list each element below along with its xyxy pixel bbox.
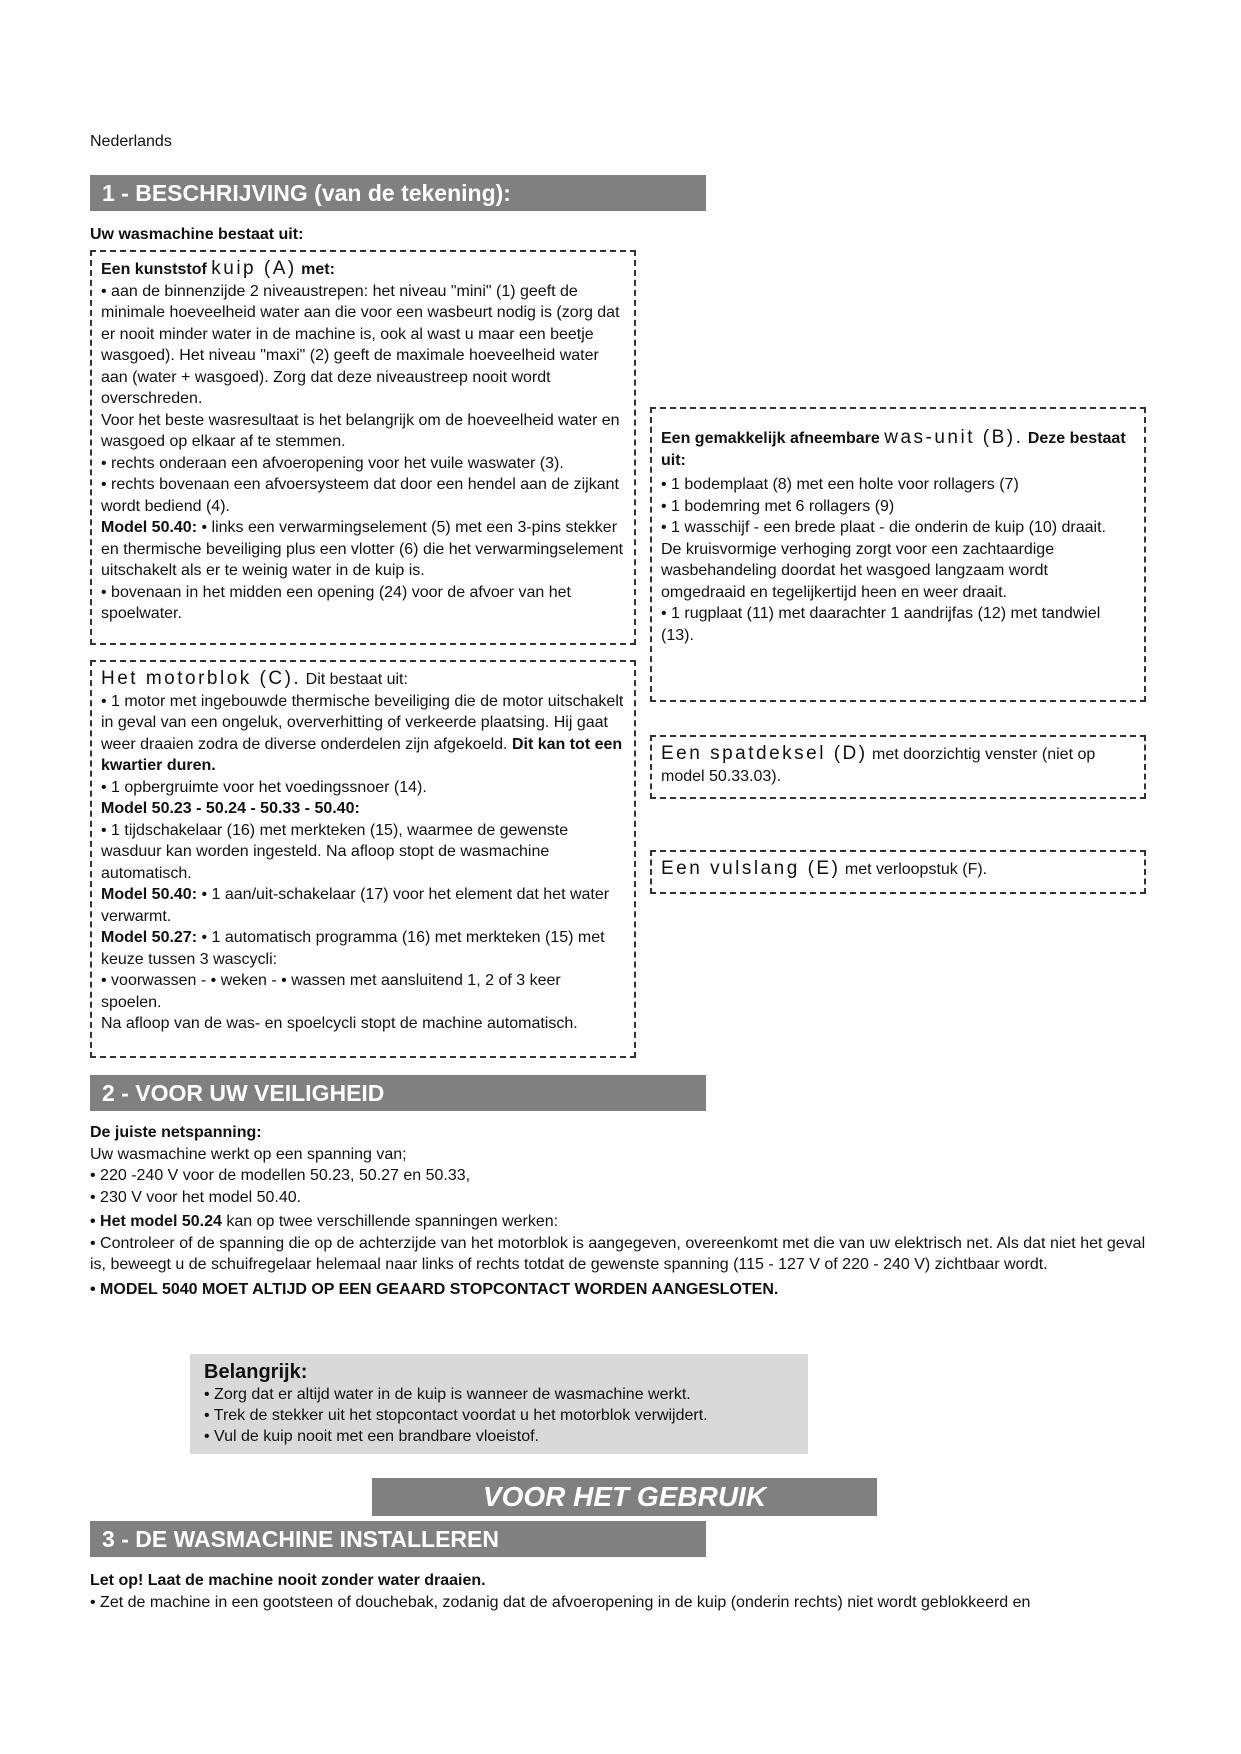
box-c-title-key: Het motorblok (C). xyxy=(101,668,302,689)
usage-title: VOOR HET GEBRUIK xyxy=(372,1478,877,1516)
box-a-text: • bovenaan in het midden een opening (24) voor de afvoer van het spoelwater. xyxy=(101,583,571,622)
section-2-text: Uw wasmachine werkt op een spanning van; xyxy=(90,1145,407,1163)
tub-description-box xyxy=(90,250,636,645)
wash-unit-description-box xyxy=(650,407,1146,702)
section-2-bold-text: • Het model 50.24 xyxy=(90,1213,222,1230)
box-c-text: • 1 automatisch programma (16) met merkteken (15) met keuze tussen 3 wascycli: xyxy=(101,929,605,968)
box-c-model-label: Model 50.23 - 50.24 - 50.33 - 50.40: xyxy=(101,800,360,817)
box-c-text: • voorwassen - • weken - • wassen met aansluitend 1, 2 of 3 keer spoelen. xyxy=(101,972,561,1011)
box-c-bold-text: Dit kan tot een kwartier duren. xyxy=(101,735,623,774)
box-b-title-post: Deze bestaat uit: xyxy=(661,430,1126,469)
box-c-text: • 1 aan/uit-schakelaar (17) voor het element dat het water verwarmt. xyxy=(101,886,610,925)
section-2-text: • 220 -240 V voor de modellen 50.23, 50.27 en 50.33, xyxy=(90,1167,471,1184)
box-b-text: De kruisvormige verhoging zorgt voor een zachtaardige wasbehandeling doordat het wasgoed langzaam wordt omgedraaid en tegelijkertijd heen en weer draait. xyxy=(661,540,1055,601)
box-d-title-key: Een spatdeksel (D) xyxy=(661,743,868,764)
box-b-text: • 1 rugplaat (11) met daarachter 1 aandrijfas (12) met tandwiel (13). xyxy=(661,605,1101,644)
box-c-model-label: Model 50.27: xyxy=(101,929,198,946)
box-c-text: Na afloop van de was- en spoelcycli stopt de machine automatisch. xyxy=(101,1015,578,1032)
section-3-heading: 3 - DE WASMACHINE INSTALLEREN xyxy=(90,1521,706,1557)
section-2-text: • Controleer of de spanning die op de achterzijde van het motorblok is aangegeven, overeenkomt met die van uw elektrisch net. Als dat niet het geval is, beweegt u de schuifregelaar helemaal naar links of rechts totdat de gewenste spanning (115 - 127 V of 220 - 240 V) zichtbaar wordt. xyxy=(90,1234,1146,1273)
important-box xyxy=(190,1354,808,1454)
section-3-body xyxy=(90,1570,1150,1613)
box-a-text: • aan de binnenzijde 2 niveaustrepen: het niveau "mini" (1) geeft de minimale hoeveelheid water aan die voor een wasbeurt nodig is (zorg dat er nooit minder water in de machine is, ook al wast u maar een beetje wasgoed). Het niveau "maxi" (2) geeft de maximale hoeveelheid water aan (water + wasgoed). Zorg dat deze niveaustreep nooit wordt overschreden. xyxy=(101,282,620,407)
box-a-text: • links een verwarmingselement (5) met een 3-pins stekker en thermische beveiliging plus een vlotter (6) die het verwarmingselement uitschakelt als er te weinig water in de kuip is. xyxy=(101,519,624,579)
motor-block-description-box xyxy=(90,660,636,1058)
box-c-text: • 1 opbergruimte voor het voedingssnoer (14). xyxy=(101,778,427,796)
section-3-text: • Zet de machine in een gootsteen of douchebak, zodanig dat de afvoeropening in de kuip (onderin rechts) niet wordt geblokkeerd en xyxy=(90,1593,1031,1611)
section-1-heading: 1 - BESCHRIJVING (van de tekening): xyxy=(90,175,706,211)
voltage-subheading: De juiste netspanning: xyxy=(90,1124,262,1141)
box-c-text: • 1 motor met ingebouwde thermische beveiliging die de motor uitschakelt in geval van een ongeluk, oververhitting of verkeerde plaatsing. Hij gaat weer draaien zodra de diverse onderdelen zijn afgekoeld. xyxy=(101,692,624,753)
box-c-model-label: Model 50.40: xyxy=(101,886,198,903)
no-water-warning: Let op! Laat de machine nooit zonder water draaien. xyxy=(90,1572,486,1589)
grounding-warning: • MODEL 5040 MOET ALTIJD OP EEN GEAARD STOPCONTACT WORDEN AANGESLOTEN. xyxy=(90,1280,779,1298)
box-a-title-post: met: xyxy=(301,261,335,278)
section-2-text: kan op twee verschillende spanningen werken: xyxy=(226,1213,559,1230)
box-b-title-pre: Een gemakkelijk afneembare xyxy=(661,430,880,447)
important-item: • Vul de kuip nooit met een brandbare vloeistof. xyxy=(204,1428,539,1445)
section-2-body xyxy=(90,1122,1150,1300)
important-item: • Trek de stekker uit het stopcontact voordat u het motorblok verwijdert. xyxy=(204,1407,708,1424)
box-a-title-pre: Een kunststof xyxy=(101,261,207,278)
box-b-text: • 1 wasschijf - een brede plaat - die onderin de kuip (10) draait. xyxy=(661,519,1106,536)
section-1-intro: Uw wasmachine bestaat uit: xyxy=(90,226,304,243)
important-item: • Zorg dat er altijd water in de kuip is wanneer de wasmachine werkt. xyxy=(204,1386,691,1403)
box-c-text: • 1 tijdschakelaar (16) met merkteken (15), waarmee de gewenste wasduur kan worden ingesteld. Na afloop stopt de wasmachine automatisch. xyxy=(101,821,569,882)
box-e-title-key: Een vulslang (E) xyxy=(661,858,841,879)
box-d-text: met doorzichtig venster (niet op model 50.33.03). xyxy=(661,746,1096,785)
box-b-text: • 1 bodemplaat (8) met een holte voor rollagers (7) xyxy=(661,476,1019,493)
box-b-text: • 1 bodemring met 6 rollagers (9) xyxy=(661,497,895,515)
fill-hose-description-box xyxy=(650,850,1146,894)
box-b-title-key: was-unit (B). xyxy=(884,427,1024,448)
important-heading: Belangrijk: xyxy=(204,1361,308,1383)
box-e-text: met verloopstuk (F). xyxy=(844,861,988,878)
box-a-model-label: Model 50.40: xyxy=(101,519,198,536)
section-2-heading: 2 - VOOR UW VEILIGHEID xyxy=(90,1075,706,1111)
box-a-title-key: kuip (A) xyxy=(211,258,297,279)
box-a-text: • rechts onderaan een afvoeropening voor het vuile waswater (3). xyxy=(101,454,564,472)
splash-cover-description-box xyxy=(650,735,1146,799)
box-a-text: • rechts bovenaan een afvoersysteem dat door een hendel aan de zijkant wordt bediend (4). xyxy=(101,476,619,515)
section-2-text: • 230 V voor het model 50.40. xyxy=(90,1188,302,1206)
box-a-text: Voor het beste wasresultaat is het belangrijk om de hoeveelheid water en wasgoed op elkaar af te stemmen. xyxy=(101,411,620,450)
language-label: Nederlands xyxy=(90,133,172,150)
box-c-title-post: Dit bestaat uit: xyxy=(305,671,408,688)
